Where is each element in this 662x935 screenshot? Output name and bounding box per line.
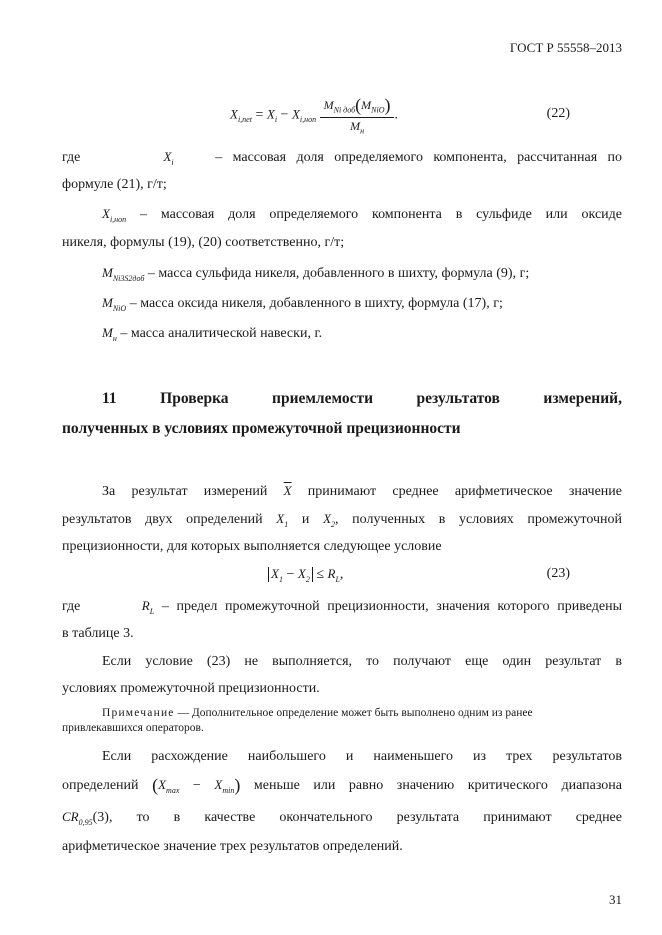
def-xi: где $X_i$ – массовая доля определяемого компонента, рассчитанная по xyxy=(62,149,623,167)
note: Примечание — Дополнительное определение может быть выполнено одним из ранее xyxy=(102,707,533,719)
para1-line3: прецизионности, для которых выполняется следующее условие xyxy=(62,539,442,554)
para2-line1: где $R_L$ – предел промежуточной прецизионности, значения которого приведены xyxy=(62,598,622,616)
equation-23: $X_1 - X_2 \le R_L$, xyxy=(268,566,343,584)
def-xi-nop: $X_{i,ноп}$ – массовая доля определяемого компонента в сульфиде или оксиде xyxy=(102,206,622,224)
section-heading-cont: полученных в условиях промежуточной прецизионности xyxy=(62,420,461,437)
page-number: 31 xyxy=(609,892,622,907)
para3-line2: условиях промежуточной прецизионности. xyxy=(62,681,320,696)
equation-22-number: (22) xyxy=(546,106,570,121)
para1-line1: За результат измерений $\overline{X}$ принимают среднее арифметическое значение xyxy=(102,483,622,499)
note-label: Примечание xyxy=(102,707,175,719)
def-xi-cont: формуле (21), г/т; xyxy=(62,177,167,192)
para1-line2: результатов двух определений $X_1$ и $X_2$, полученных в условиях промежуточной xyxy=(62,511,622,529)
eq22-fraction: $\frac{M_{Ni доб}(M_{NiO})}{M_н}$ xyxy=(320,95,395,135)
def-xi-nop-cont: никеля, формулы (19), (20) соответственно, г/т; xyxy=(62,235,345,250)
def-m-ni3s2: $M_{Ni3S2доб}$ – масса сульфида никеля, добавленного в шихту, формула (9), г; xyxy=(102,265,530,283)
equation-22: $X_{i,net} = X_i - X_{i,ноп}$ $\frac{M_{Ni доб}(M_{NiO})}{M_н}$ . xyxy=(230,95,398,136)
para4-line2: определений $(X_{max} - X_{min})$ меньше или равно значению критического диапазона xyxy=(62,775,622,795)
para3-line1: Если условие (23) не выполняется, то получают еще один результат в xyxy=(102,654,622,669)
def-m-nio: $M_{NiO}$ – масса оксида никеля, добавленного в шихту, формула (17), г; xyxy=(102,295,503,313)
standard-number: ГОСТ Р 55558–2013 xyxy=(509,40,622,55)
para2-line2: в таблице 3. xyxy=(62,626,134,641)
def-m-n: $M_н$ – масса аналитической навески, г. xyxy=(102,325,323,343)
note-cont: привлекавшихся операторов. xyxy=(62,722,204,734)
para4-line3: $CR_{0,95}(3)$, то в качестве окончательного результата принимают среднее xyxy=(62,809,622,827)
section-heading: 11 Проверка приемлемости результатов измерений, xyxy=(102,390,622,407)
eq22-lhs: X xyxy=(230,106,238,122)
para4-line4: арифметическое значение трех результатов определений. xyxy=(62,839,403,854)
para4-line1: Если расхождение наибольшего и наименьшего из трех результатов xyxy=(102,749,622,764)
equation-23-number: (23) xyxy=(546,566,570,581)
